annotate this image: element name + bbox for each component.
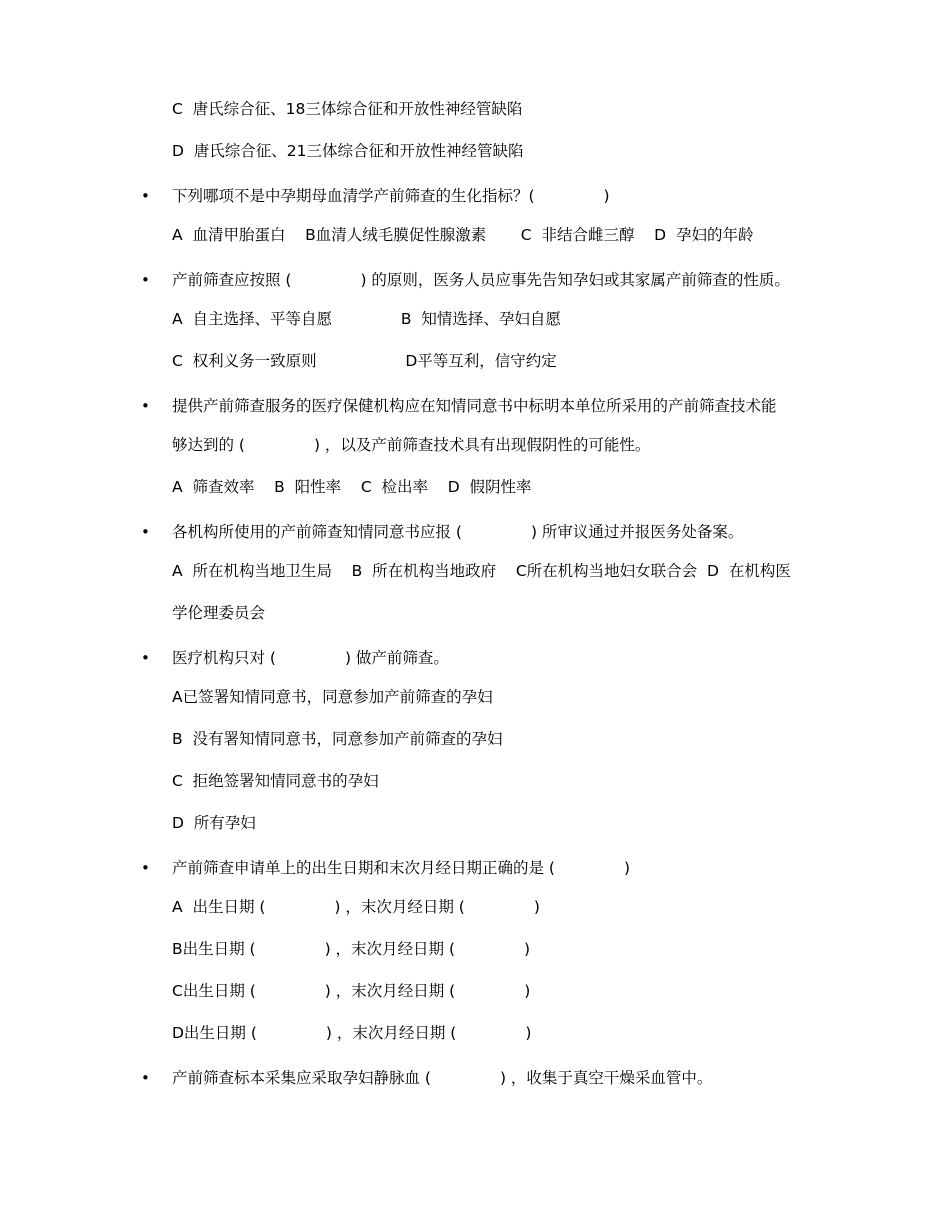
option-d-line: D 所有孕妇: [172, 814, 256, 832]
option-c-line: C 唐氏综合征、18三体综合征和开放性神经管缺陷: [172, 100, 523, 118]
question-text-continued: 够达到的 ( ) ，以及产前筛查技术具有出现假阴性的可能性。: [172, 436, 651, 454]
question-text: 下列哪项不是中孕期母血清学产前筛查的生化指标？( ): [172, 187, 610, 205]
bullet-marker: •: [141, 859, 150, 877]
options-line: A 血清甲胎蛋白 B血清人绒毛膜促性腺激素 C 非结合雌三醇 D 孕妇的年龄: [172, 226, 754, 244]
question-text: 产前筛查申请单上的出生日期和末次月经日期正确的是 ( ): [172, 859, 631, 877]
bullet-marker: •: [141, 397, 150, 415]
option-c-line: C 拒绝签署知情同意书的孕妇: [172, 772, 379, 790]
option-a-line: A已签署知情同意书，同意参加产前筛查的孕妇: [172, 688, 493, 706]
question-text: 提供产前筛查服务的医疗保健机构应在知情同意书中标明本单位所采用的产前筛查技术能: [172, 397, 777, 415]
option-b-line: B出生日期 ( ) ，末次月经日期 ( ): [172, 940, 531, 958]
option-d-line: D出生日期 ( ) ，末次月经日期 ( ): [172, 1024, 532, 1042]
options-line: A 自主选择、平等自愿 B 知情选择、孕妇自愿: [172, 310, 561, 328]
bullet-marker: •: [141, 187, 150, 205]
option-a-line: A 出生日期 ( ) ，末次月经日期 ( ): [172, 898, 540, 916]
options-line-continued: 学伦理委员会: [172, 604, 266, 622]
bullet-marker: •: [141, 1069, 150, 1087]
bullet-marker: •: [141, 649, 150, 667]
options-line: A 所在机构当地卫生局 B 所在机构当地政府 C所在机构当地妇女联合会 D 在机构医: [172, 562, 791, 580]
question-text: 各机构所使用的产前筛查知情同意书应报 ( ) 所审议通过并报医务处备案。: [172, 523, 744, 541]
bullet-marker: •: [141, 523, 150, 541]
option-d-line: D 唐氏综合征、21三体综合征和开放性神经管缺陷: [172, 142, 524, 160]
bullet-marker: •: [141, 271, 150, 289]
option-b-line: B 没有署知情同意书，同意参加产前筛查的孕妇: [172, 730, 503, 748]
question-text: 医疗机构只对 ( ) 做产前筛查。: [172, 649, 449, 667]
option-c-line: C出生日期 ( ) ，末次月经日期 ( ): [172, 982, 531, 1000]
options-line: C 权利义务一致原则 D平等互利，信守约定: [172, 352, 557, 370]
question-text: 产前筛查标本采集应采取孕妇静脉血 ( ) ，收集于真空干燥采血管中。: [172, 1069, 713, 1087]
question-text: 产前筛查应按照 ( ) 的原则，医务人员应事先告知孕妇或其家属产前筛查的性质。: [172, 271, 790, 289]
options-line: A 筛查效率 B 阳性率 C 检出率 D 假阴性率: [172, 478, 532, 496]
